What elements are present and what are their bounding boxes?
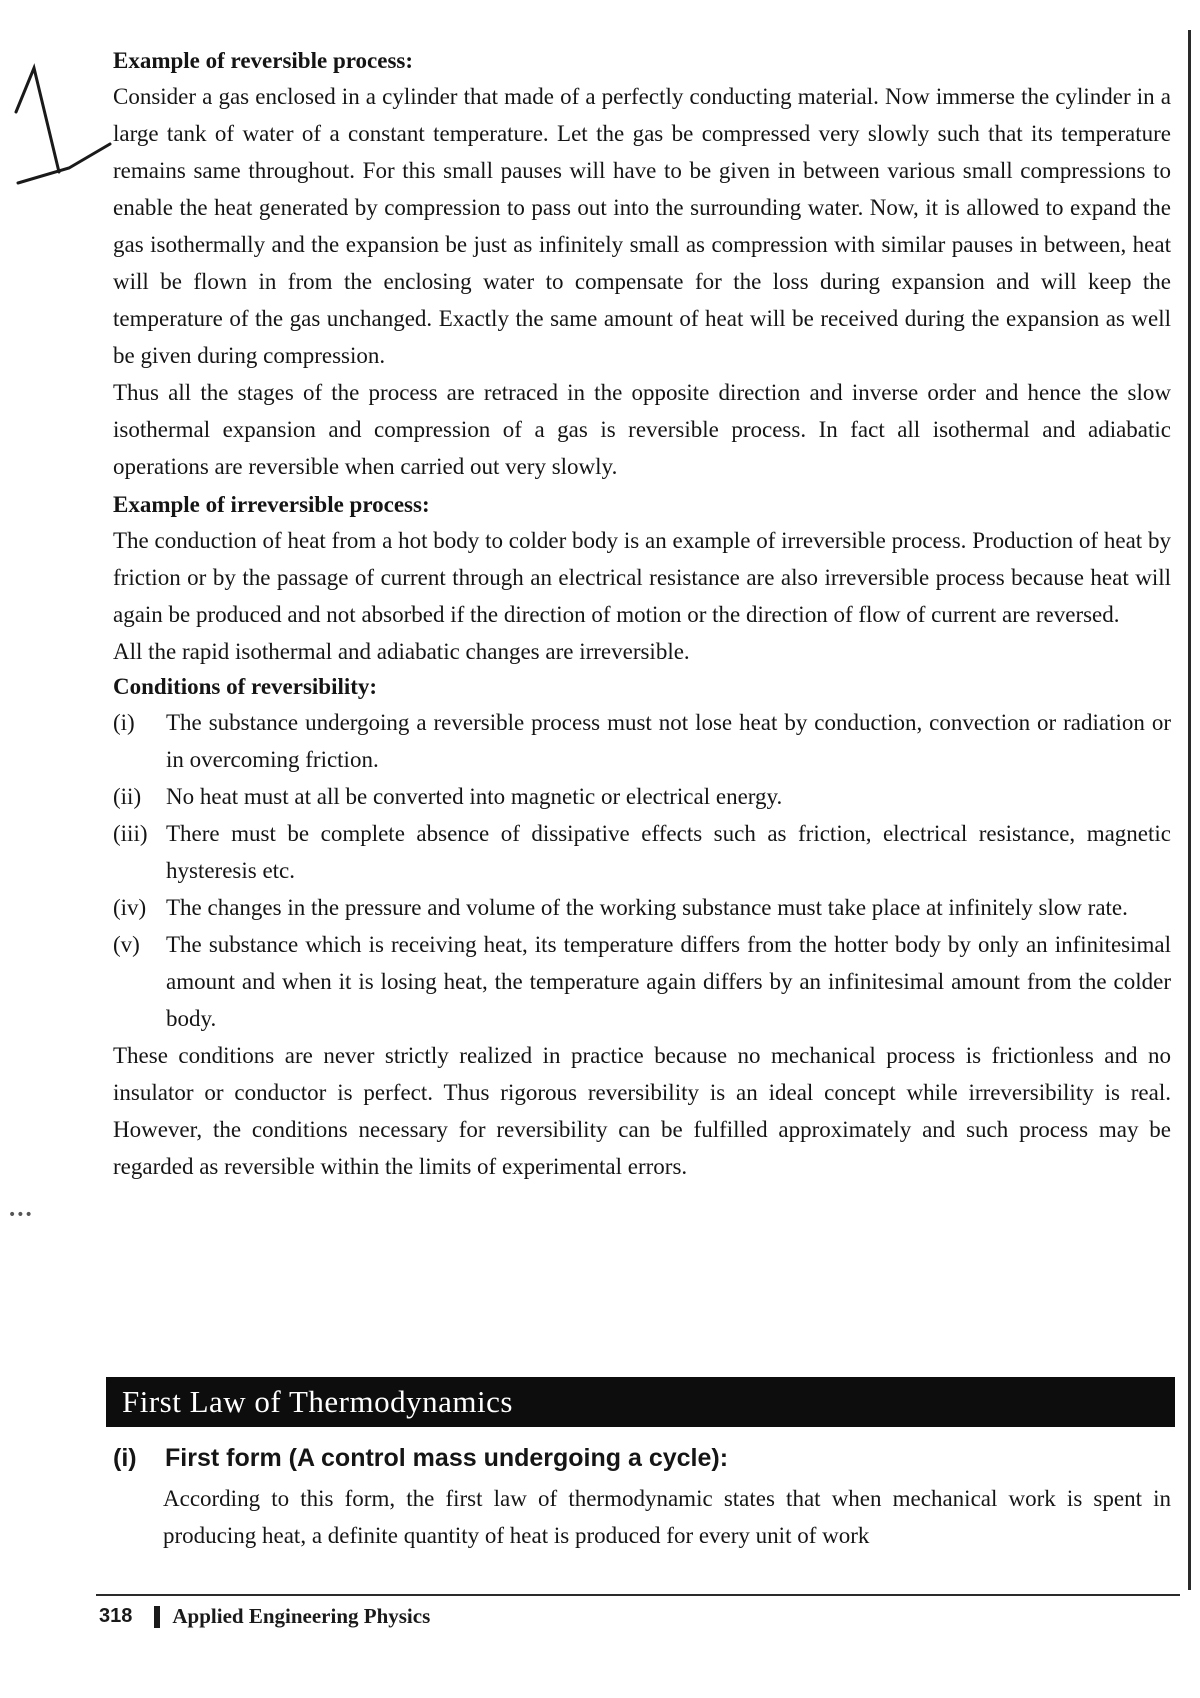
list-item [113, 704, 1171, 778]
main-content [113, 44, 1171, 1185]
list-item-number: (iii) [113, 821, 148, 846]
footer-marker [154, 1606, 160, 1628]
conditions-heading: Conditions of reversibility: [113, 674, 378, 699]
list-item-text: The substance undergoing a reversible process must not lose heat by conduction, convection or radiation or in overcoming friction. [166, 710, 1171, 772]
list-item [113, 926, 1171, 1037]
page-number: 318 [99, 1605, 133, 1627]
list-item-text: There must be complete absence of dissipative effects such as friction, electrical resistance, magnetic hysteresis etc. [166, 821, 1171, 883]
book-title: Applied Engineering Physics [172, 1604, 431, 1628]
subsection-body [163, 1480, 1171, 1554]
list-item-number: (i) [113, 710, 135, 735]
conditions-closing-paragraph: These conditions are never strictly realized in practice because no mechanical process is frictionless and no insulator or conductor is perfect. Thus rigorous reversibility is an ideal concept while irreversibility is real. However, the conditions necessary for reversibility can be fulfilled approximately and such process may be regarded as reversible within the limits of experimental errors. [113, 1043, 1171, 1179]
list-item-number: (ii) [113, 784, 142, 809]
list-item [113, 815, 1171, 889]
irreversible-example-heading: Example of irreversible process: [113, 492, 430, 517]
section-title: First Law of Thermodynamics [122, 1384, 513, 1419]
reversible-example-paragraph: Consider a gas enclosed in a cylinder that made of a perfectly conducting material. Now immerse the cylinder in a large tank of water of a constant temperature. Let the gas be compressed very slowly such that its temperature remains same throughout. For this small pauses will have to be given in between various small compressions to enable the heat generated by compression to pass out into the surrounding water. Now, it is allowed to expand the gas isothermally and the expansion be just as infinitely small as compression with similar pauses in between, heat will be flown in from the enclosing water to compensate for the loss during expansion and will keep the temperature of the gas unchanged. Exactly the same amount of heat will be received during the expansion as well be given during compression. [113, 84, 1171, 368]
reversible-example-heading: Example of reversible process: [113, 48, 414, 73]
list-item-text: The substance which is receiving heat, its temperature differs from the hotter body by only an infinitesimal amount and when it is losing heat, the temperature again differs by an infinitesimal amount from the colder body. [166, 932, 1171, 1031]
footer-rule [96, 1594, 1180, 1596]
first-form-paragraph: According to this form, the first law of thermodynamic states that when mechanical work is spent in producing heat, a definite quantity of heat is produced for every unit of work [163, 1486, 1171, 1548]
irreversible-rapid-paragraph: All the rapid isothermal and adiabatic changes are irreversible. [113, 639, 690, 664]
list-item [113, 889, 1171, 926]
subsection-title: First form (A control mass undergoing a cycle): [165, 1444, 729, 1472]
list-item-text: No heat must at all be converted into magnetic or electrical energy. [166, 784, 783, 809]
subsection-heading [113, 1441, 1173, 1475]
conditions-list [113, 704, 1171, 1037]
stray-margin-mark: ••• [8, 1207, 33, 1223]
reversible-summary-paragraph: Thus all the stages of the process are retraced in the opposite direction and inverse order and hence the slow isothermal expansion and compression of a gas is reversible process. In fact all isothermal and adiabatic operations are reversible when carried out very slowly. [113, 380, 1171, 479]
handwritten-margin-mark [14, 60, 114, 210]
section-banner [106, 1377, 1175, 1427]
list-item-text: The changes in the pressure and volume of the working substance must take place at infinitely slow rate. [166, 895, 1128, 920]
list-item [113, 778, 1171, 815]
list-item-number: (v) [113, 932, 140, 957]
page-footer [99, 1604, 430, 1629]
subsection-number: (i) [113, 1444, 137, 1472]
page-edge-line [1188, 30, 1191, 1590]
irreversible-example-paragraph: The conduction of heat from a hot body to colder body is an example of irreversible process. Production of heat by friction or by the passage of current through an electrical resistance are also irreversible process because heat will again be produced and not absorbed if the direction of motion or the direction of flow of current are reversed. [113, 528, 1171, 627]
list-item-number: (iv) [113, 895, 147, 920]
